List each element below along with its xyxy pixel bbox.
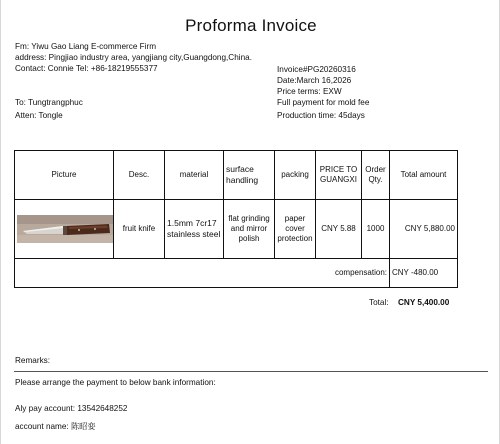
invoice-number: Invoice#PG20260316 (277, 65, 356, 74)
production-time: Production time: 45days (277, 111, 365, 120)
header-material: material (165, 151, 224, 200)
product-material: 1.5mm 7cr17 stainless steel (165, 200, 224, 259)
table-header-row (15, 151, 458, 200)
bank-account: Aly pay account: 13542648252 (15, 404, 128, 413)
bank-account-name: account name: 陈昭娈 (15, 422, 96, 431)
fruit-knife-image (17, 215, 113, 243)
invoice-date: Date:March 16,2026 (277, 76, 352, 85)
remarks-label: Remarks: (15, 356, 51, 365)
header-price: PRICE TO GUANGXI (316, 151, 362, 200)
product-price: CNY 5.88 (316, 200, 362, 259)
header-surface-handling: surface handling (224, 151, 275, 200)
seller-contact: Contact: Connie Tel: +86-18219555377 (15, 64, 158, 73)
invoice-title: Proforma Invoice (185, 16, 317, 35)
table-row (15, 200, 458, 259)
product-surface-handling: flat grinding and mirror polish (224, 200, 275, 259)
payment-terms: Full payment for mold fee (277, 98, 370, 107)
compensation-label: compensation: (15, 259, 390, 288)
seller-address: address: Pingjiao industry area, yangjiang city,Guangdong,China. (15, 53, 252, 62)
product-packing: paper cover protection (275, 200, 316, 259)
total-value: CNY 5,400.00 (398, 298, 450, 307)
product-total: CNY 5,880.00 (390, 200, 458, 259)
product-qty: 1000 (362, 200, 390, 259)
items-table (14, 150, 458, 288)
compensation-row (15, 259, 458, 288)
payment-note: Please arrange the payment to below bank information: (15, 378, 216, 387)
product-desc: fruit knife (114, 200, 165, 259)
total-label: Total: (369, 298, 389, 307)
price-terms: Price terms: EXW (277, 87, 342, 96)
buyer-atten: Atten: Tongle (15, 111, 63, 120)
header-packing: packing (275, 151, 316, 200)
header-desc: Desc. (114, 151, 165, 200)
header-picture: Picture (15, 151, 114, 200)
divider (14, 371, 488, 372)
header-order-qty: Order Qty. (362, 151, 390, 200)
buyer-to: To: Tungtrangphuc (15, 98, 83, 107)
header-total-amount: Total amount (390, 151, 458, 200)
product-picture-cell (15, 200, 114, 259)
compensation-value: CNY -480.00 (390, 259, 458, 288)
seller-firm: Fm: Yiwu Gao Liang E-commerce Firm (15, 42, 157, 51)
